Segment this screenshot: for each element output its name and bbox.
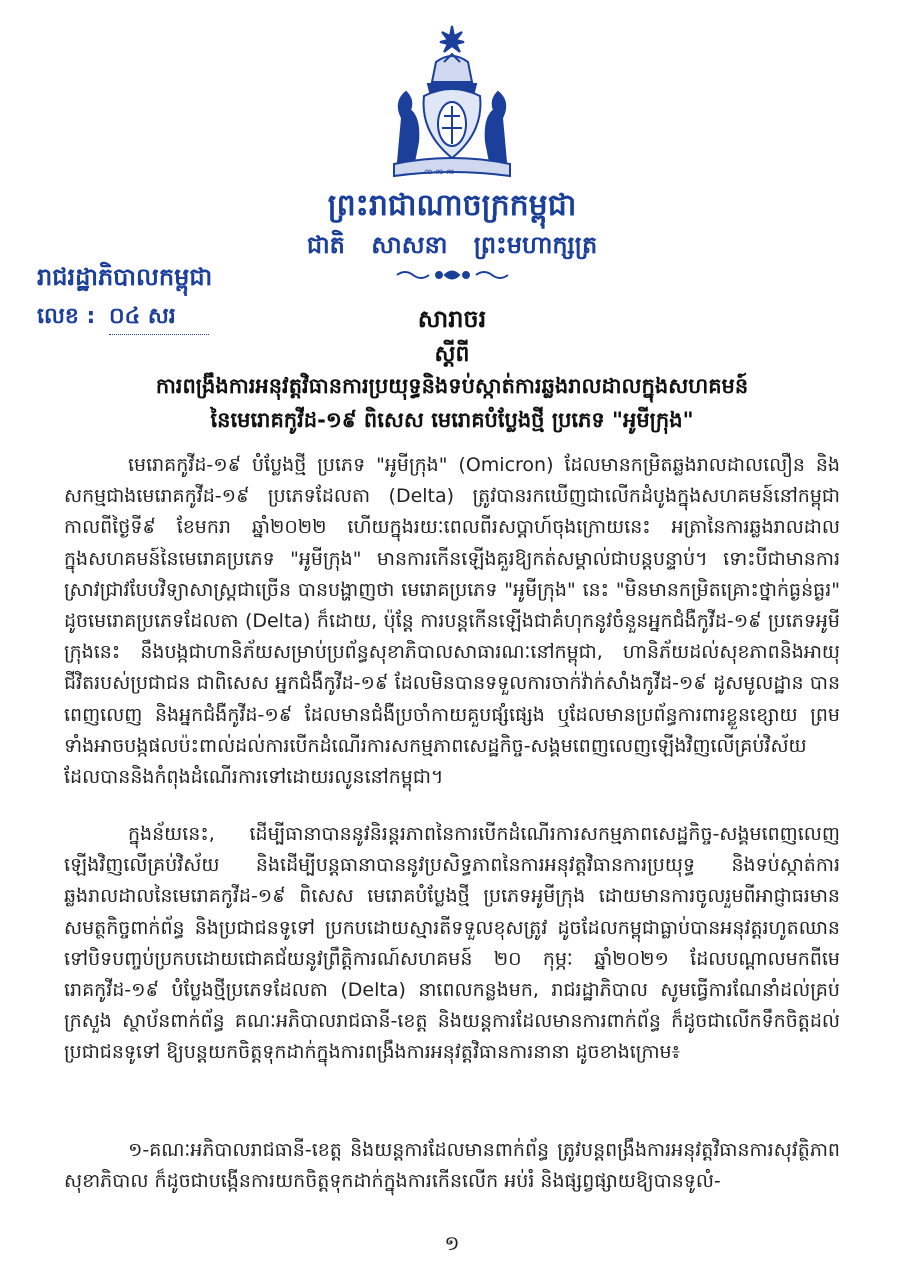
document-type: សារាចរ — [417, 305, 487, 333]
reference-label: លេខ : — [37, 304, 96, 329]
kingdom-name: ព្រះរាជាណាចក្រកម្ពុជា — [327, 188, 577, 223]
paragraph-3: ១-គណៈអភិបាលរាជធានី-ខេត្ត និងយន្តការដែលមានពាក់ព័ន្ធ ត្រូវបន្តពង្រឹងការអនុវត្តវិធានការសុវត្ថិភាពសុខាភិបាល ក៏ដូចជាបង្កើនការយកចិត្តទុកដាក់ក្នុងការកើនលើក អប់រំ និងផ្សព្វផ្សាយឱ្យបានទូលំ- — [64, 1139, 840, 1193]
reference-value: ០៤ សរ — [109, 302, 209, 335]
about-label: ស្តីពី — [434, 342, 470, 367]
svg-text:ᨠ ᨠ ᨠ: ᨠ ᨠ ᨠ — [424, 167, 455, 176]
paragraph-2: ក្នុងន័យនេះ, ដើម្បីធានាបាននូវនិរន្តរភាពនៃការបើកដំណើរការសកម្មភាពសេដ្ឋកិច្ច-សង្គមពេញលេញឡើងវិញលើគ្រប់វិស័យ និងដើម្បីបន្តធានាបាននូវប្រសិទ្ធភាពនៃការអនុវត្តវិធានការប្រយុទ្ធ និងទប់ស្កាត់ការឆ្លងរាលដាលនៃមេរោគកូវីដ-១៩ ពិសេស មេរោគបំប្លែងថ្មី ប្រភេទអូមីក្រុង ដោយមានការចូលរួមពីអាជ្ញាធរមានសមត្ថកិច្ចពាក់ព័ន្ធ និងប្រជាជនទូទៅ ប្រកបដោយស្មារតីទទួលខុសត្រូវ ដូចដែលកម្ពុជាធ្លាប់បានអនុវត្តរហូតឈានទៅបិទបញ្ចប់ប្រកបដោយជោគជ័យនូវព្រឹត្តិការណ៍សហគមន៍ ២០ កុម្ភៈ ឆ្នាំ២០២១ ដែលបណ្តាលមកពីមេរោគកូវីដ-១៩ បំប្លែងថ្មីប្រភេទដែលតា (Delta) នាពេលកន្លងមក, រាជរដ្ឋាភិបាល សូមធ្វើការណែនាំដល់គ្រប់ក្រសួង ស្ថាប័នពាក់ព័ន្ធ គណៈអភិបាលរាជធានី-ខេត្ត និងយន្តការដែលមានការពាក់ព័ន្ធ ក៏ដូចជាលើកទឹកចិត្តដល់ប្រជាជនទូទៅ ឱ្យបន្តយកចិត្តទុកដាក់ក្នុងការពង្រឹងការអនុវត្តវិធានការនានា ដូចខាងក្រោម៖ — [64, 823, 840, 1064]
government-name: រាជរដ្ឋាភិបាលកម្ពុជា — [37, 263, 213, 291]
decorative-ornament — [395, 268, 510, 282]
national-motto: ជាតិ សាសនា ព្រះមហាក្សត្រ — [306, 231, 598, 259]
subject-line-2: នៃមេរោគកូវីដ-១៩ ពិសេស មេរោគបំប្លែងថ្មី ប្រភេទ "អូមីក្រុង" — [210, 408, 694, 432]
page-number: ១ — [444, 1231, 460, 1255]
paragraph-1: មេរោគកូវីដ-១៩ បំប្លែងថ្មី ប្រភេទ "អូមីក្រុង" (Omicron) ដែលមានកម្រិតឆ្លងរាលដាលលឿន និងសកម្មជាងមេរោគកូវីដ-១៩ ប្រភេទដែលតា (Delta) ត្រូវបានរកឃើញជាលើកដំបូងក្នុងសហគមន៍នៅកម្ពុជា កាលពីថ្ងៃទី៩ ខែមករា ឆ្នាំ២០២២ ហើយក្នុងរយៈពេលពីរសប្តាហ៍ចុងក្រោយនេះ អត្រានៃការឆ្លងរាលដាលក្នុងសហគមន៍នៃមេរោគប្រភេទ "អូមីក្រុង" មានការកើនឡើងគួរឱ្យកត់សម្គាល់ជាបន្តបន្ទាប់។ ទោះបីជាមានការស្រាវជ្រាវបែបវិទ្យាសាស្ត្រជាច្រើន បានបង្ហាញថា មេរោគប្រភេទ "អូមីក្រុង" នេះ "មិនមានកម្រិតគ្រោះថ្នាក់ធ្ងន់ធ្ងរ" ដូចមេរោគប្រភេទដែលតា (Delta) ក៏ដោយ, ប៉ុន្តែ ការបន្តកើនឡើងជាគំហុកនូវចំនួនអ្នកជំងឺកូវីដ-១៩ ប្រភេទអូមីក្រុងនេះ នឹងបង្កជាហានិភ័យសម្រាប់ប្រព័ន្ធសុខាភិបាលសាធារណៈនៅកម្ពុជា, ហានិភ័យដល់សុខភាពនិងអាយុជីវិតរបស់ប្រជាជន ជាពិសេស អ្នកជំងឺកូវីដ-១៩ ដែលមិនបានទទួលការចាក់វ៉ាក់សាំងកូវីដ-១៩ ដូសមូលដ្ឋាន បានពេញលេញ និងអ្នកជំងឺកូវីដ-១៩ ដែលមានជំងឺប្រចាំកាយគួបផ្សំផ្សេង ឬដែលមានប្រព័ន្ធការពារខ្លួនខ្សោយ ព្រមទាំងអាចបង្កផលប៉ះពាល់ដល់ការបើកដំណើរការសកម្មភាពសេដ្ឋកិច្ច-សង្គមពេញលេញឡើងវិញលើគ្រប់វិស័យ ដែលបាននិងកំពុងដំណើរការទៅដោយរលូននៅកម្ពុជា។ — [64, 454, 840, 789]
royal-emblem-logo — [384, 22, 520, 182]
subject-line-1: ការពង្រឹងការអនុវត្តវិធានការប្រយុទ្ធនិងទប់ស្កាត់ការឆ្លងរាលដាលក្នុងសហគមន៍ — [155, 374, 749, 398]
